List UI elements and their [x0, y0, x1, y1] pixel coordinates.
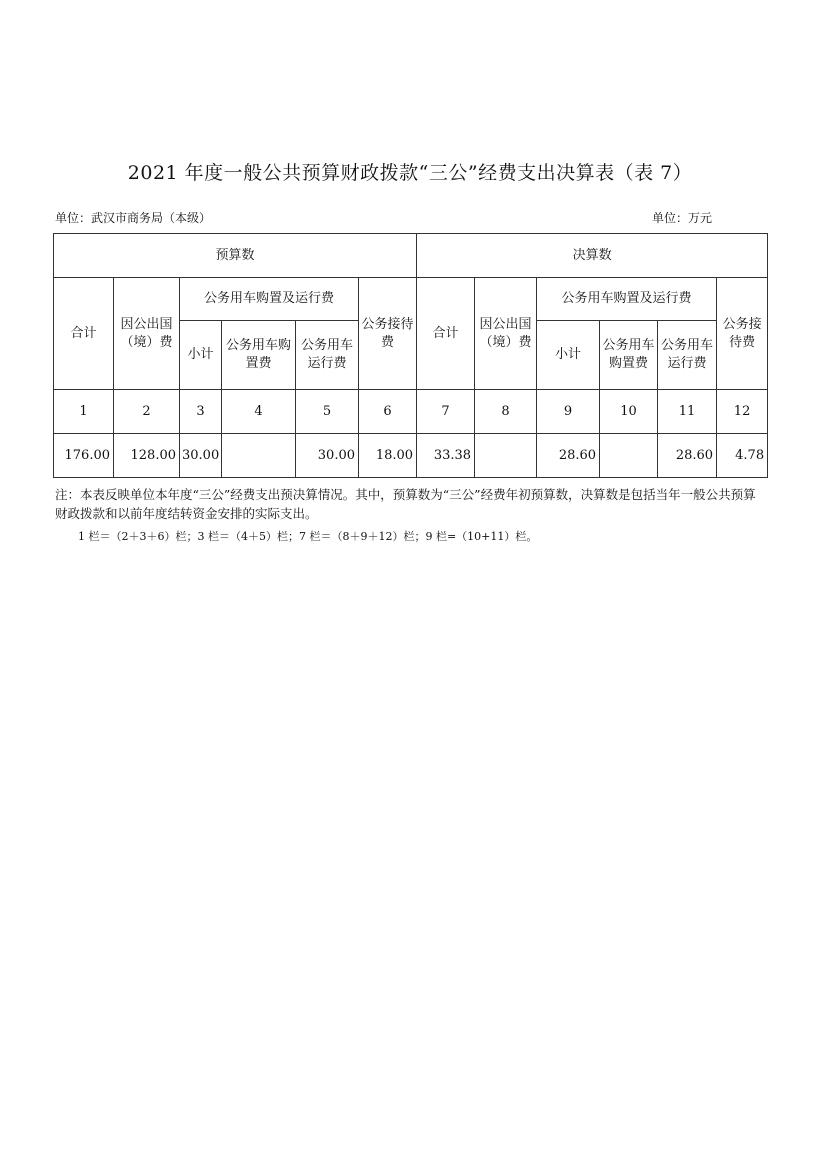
- value-budget-operation: 30.00: [296, 434, 359, 478]
- value-final-purchase: [600, 434, 658, 478]
- col-number: 10: [600, 390, 658, 434]
- header-final-operation: 公务用车运行费: [658, 321, 717, 390]
- header-final-total: 合计: [417, 278, 475, 390]
- header-final-subtotal: 小计: [537, 321, 600, 390]
- value-final-subtotal: 28.60: [537, 434, 600, 478]
- value-final-reception: 4.78: [717, 434, 768, 478]
- header-budget-vehicle: 公务用车购置及运行费: [180, 278, 359, 321]
- col-number: 5: [296, 390, 359, 434]
- value-budget-subtotal: 30.00: [180, 434, 222, 478]
- column-formula: 1 栏＝（2＋3＋6）栏；3 栏＝（4＋5）栏；7 栏＝（8＋9＋12）栏；9 栏=（10+11）栏。: [78, 530, 538, 543]
- value-final-operation: 28.60: [658, 434, 717, 478]
- header-budget-operation: 公务用车运行费: [296, 321, 359, 390]
- col-number: 9: [537, 390, 600, 434]
- header-budget: 预算数: [54, 234, 417, 278]
- three-public-expense-table: [53, 233, 768, 478]
- header-budget-subtotal: 小计: [180, 321, 222, 390]
- value-budget-purchase: [222, 434, 296, 478]
- header-budget-abroad: 因公出国（境）费: [114, 278, 180, 390]
- table-note: 注：本表反映单位本年度“三公”经费支出预决算情况。其中，预算数为“三公”经费年初预算数，决算数是包括当年一般公共预算财政拨款和以前年度结转资金安排的实际支出。: [55, 487, 756, 521]
- header-budget-total: 合计: [54, 278, 114, 390]
- value-budget-total: 176.00: [54, 434, 114, 478]
- value-budget-abroad: 128.00: [114, 434, 180, 478]
- col-number: 2: [114, 390, 180, 434]
- page-title: 2021 年度一般公共预算财政拨款“三公”经费支出决算表（表 7）: [127, 162, 693, 184]
- header-budget-purchase: 公务用车购置费: [222, 321, 296, 390]
- value-final-abroad: [475, 434, 537, 478]
- value-budget-reception: 18.00: [359, 434, 417, 478]
- header-final: 决算数: [417, 234, 768, 278]
- col-number: 8: [475, 390, 537, 434]
- col-number: 12: [717, 390, 768, 434]
- header-final-reception: 公务接待费: [717, 278, 768, 390]
- value-final-total: 33.38: [417, 434, 475, 478]
- col-number: 3: [180, 390, 222, 434]
- col-number: 4: [222, 390, 296, 434]
- col-number: 7: [417, 390, 475, 434]
- col-number: 11: [658, 390, 717, 434]
- col-number: 1: [54, 390, 114, 434]
- header-final-purchase: 公务用车购置费: [600, 321, 658, 390]
- col-number: 6: [359, 390, 417, 434]
- unit-organization: 单位：武汉市商务局（本级）: [55, 211, 212, 225]
- unit-currency: 单位：万元: [652, 211, 713, 225]
- header-final-vehicle: 公务用车购置及运行费: [537, 278, 717, 321]
- header-budget-reception: 公务接待费: [359, 278, 417, 390]
- header-final-abroad: 因公出国（境）费: [475, 278, 537, 390]
